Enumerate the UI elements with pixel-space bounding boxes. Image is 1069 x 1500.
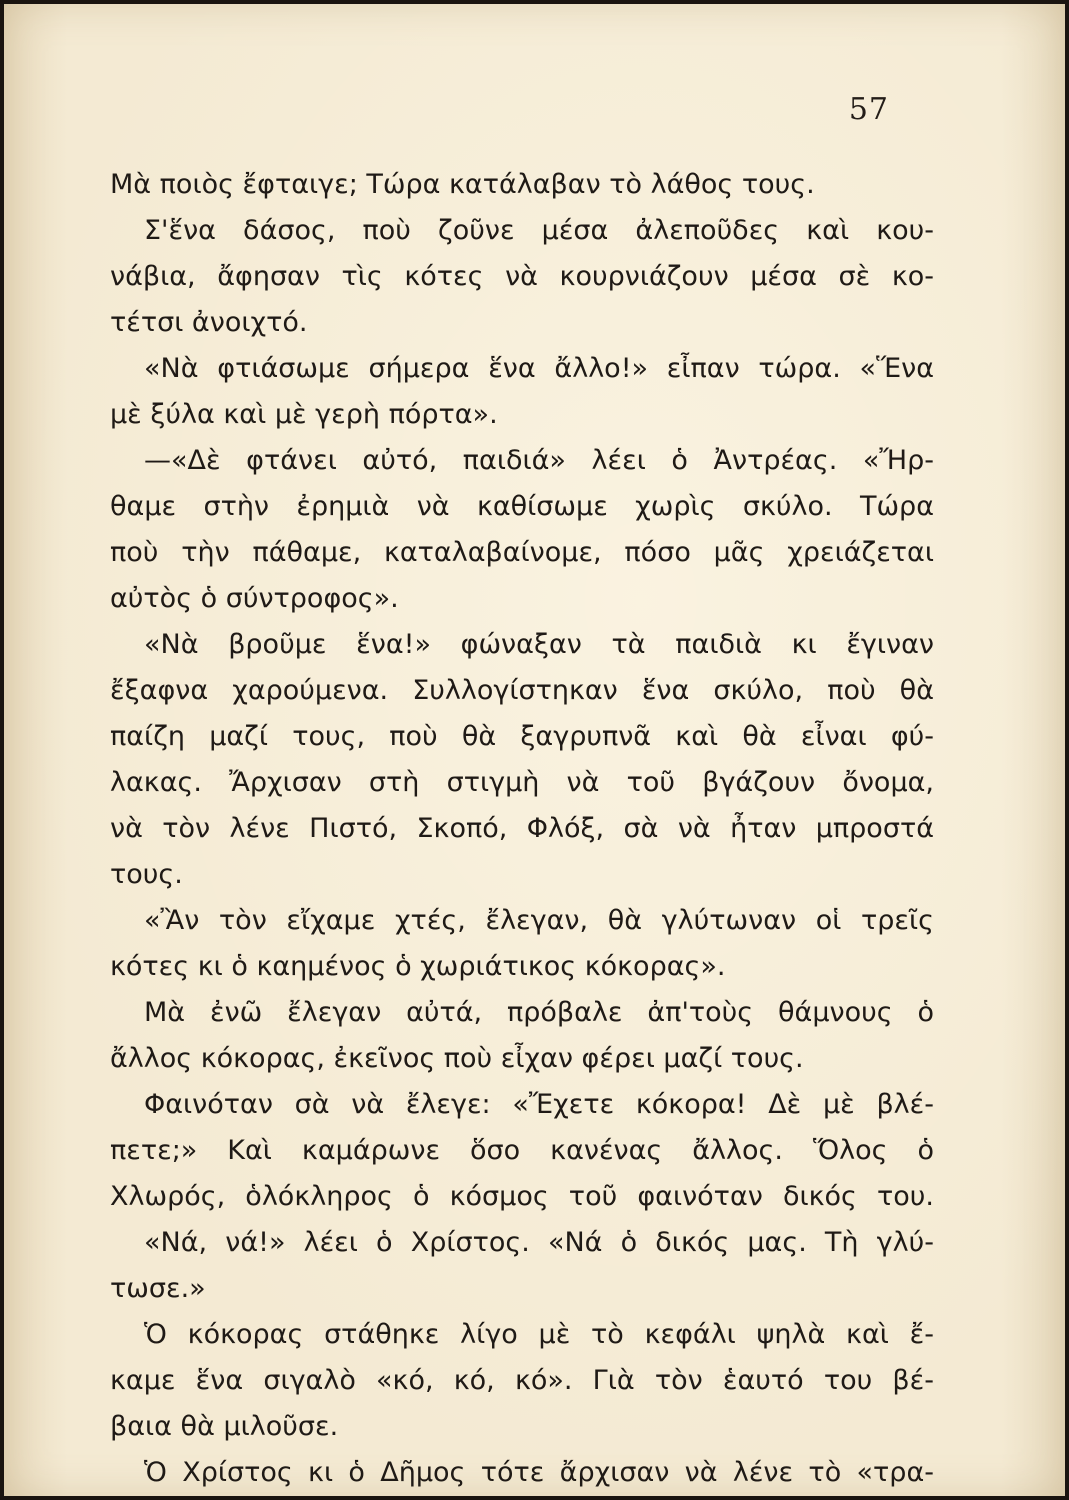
- text-line: μὲ ξύλα καὶ μὲ γερὴ πόρτα».: [110, 399, 498, 430]
- text-line: πετε;» Καὶ καμάρωνε ὅσο κανένας ἄλλος. Ὅλος ὁ: [110, 1135, 934, 1166]
- book-page: [4, 4, 1065, 1496]
- text-line: «Ἂν τὸν εἴχαμε χτές, ἔλεγαν, θὰ γλύτωναν οἱ τρεῖς: [144, 905, 934, 936]
- text-line: τέτσι ἀνοιχτό.: [110, 307, 308, 338]
- text-line: Ὁ Χρίστος κι ὁ Δῆμος τότε ἄρχισαν νὰ λένε τὸ «τρα-: [144, 1457, 934, 1488]
- text-line: «Νὰ φτιάσωμε σήμερα ἕνα ἄλλο!» εἶπαν τώρα. «Ἕνα: [144, 353, 934, 384]
- page-text: [110, 162, 934, 1496]
- text-line: Φαινόταν σὰ νὰ ἔλεγε: «Ἔχετε κόκορα! Δὲ μὲ βλέ-: [144, 1089, 934, 1120]
- text-line: Μὰ ποιὸς ἔφταιγε; Τώρα κατάλαβαν τὸ λάθος τους.: [110, 169, 815, 200]
- text-line: ἔξαφνα χαρούμενα. Συλλογίστηκαν ἕνα σκύλο, ποὺ θὰ: [110, 675, 934, 706]
- text-line: τους.: [110, 859, 183, 890]
- text-line: νάβια, ἄφησαν τὶς κότες νὰ κουρνιάζουν μέσα σὲ κο-: [110, 261, 934, 292]
- text-line: Χλωρός, ὁλόκληρος ὁ κόσμος τοῦ φαινόταν δικός του.: [110, 1181, 934, 1212]
- text-line: ποὺ τὴν πάθαμε, καταλαβαίνομε, πόσο μᾶς χρειάζεται: [110, 537, 934, 568]
- text-line: «Νὰ βροῦμε ἕνα!» φώναξαν τὰ παιδιὰ κι ἔγιναν: [144, 629, 934, 660]
- text-line: —«Δὲ φτάνει αὐτό, παιδιά» λέει ὁ Ἀντρέας. «Ἤρ-: [144, 445, 934, 476]
- text-line: Ὁ κόκορας στάθηκε λίγο μὲ τὸ κεφάλι ψηλὰ καὶ ἔ-: [144, 1319, 934, 1350]
- text-line: Σ'ἕνα δάσος, ποὺ ζοῦνε μέσα ἀλεποῦδες καὶ κου-: [144, 215, 934, 246]
- text-line: καμε ἕνα σιγαλὸ «κό, κό, κό». Γιὰ τὸν ἑαυτό του βέ-: [110, 1365, 934, 1396]
- text-line: τωσε.»: [110, 1273, 206, 1304]
- text-line: βαια θὰ μιλοῦσε.: [110, 1411, 339, 1442]
- page-number: 57: [848, 92, 889, 127]
- text-line: «Νά, νά!» λέει ὁ Χρίστος. «Νά ὁ δικός μας. Τὴ γλύ-: [144, 1227, 934, 1258]
- text-line: Μὰ ἐνῶ ἔλεγαν αὐτά, πρόβαλε ἀπ'τοὺς θάμνους ὁ: [144, 997, 934, 1028]
- text-line: αὐτὸς ὁ σύντροφος».: [110, 583, 399, 614]
- text-line: κότες κι ὁ καημένος ὁ χωριάτικος κόκορας».: [110, 951, 726, 982]
- text-line: θαμε στὴν ἐρημιὰ νὰ καθίσωμε χωρὶς σκύλο. Τώρα: [110, 491, 934, 522]
- text-line: παίζη μαζί τους, ποὺ θὰ ξαγρυπνᾶ καὶ θὰ εἶναι φύ-: [110, 721, 934, 752]
- text-line: ἄλλος κόκορας, ἐκεῖνος ποὺ εἶχαν φέρει μαζί τους.: [110, 1043, 804, 1074]
- text-line: λακας. Ἄρχισαν στὴ στιγμὴ νὰ τοῦ βγάζουν ὄνομα,: [110, 767, 934, 798]
- text-line: νὰ τὸν λένε Πιστό, Σκοπό, Φλόξ, σὰ νὰ ἦταν μπροστά: [110, 813, 934, 844]
